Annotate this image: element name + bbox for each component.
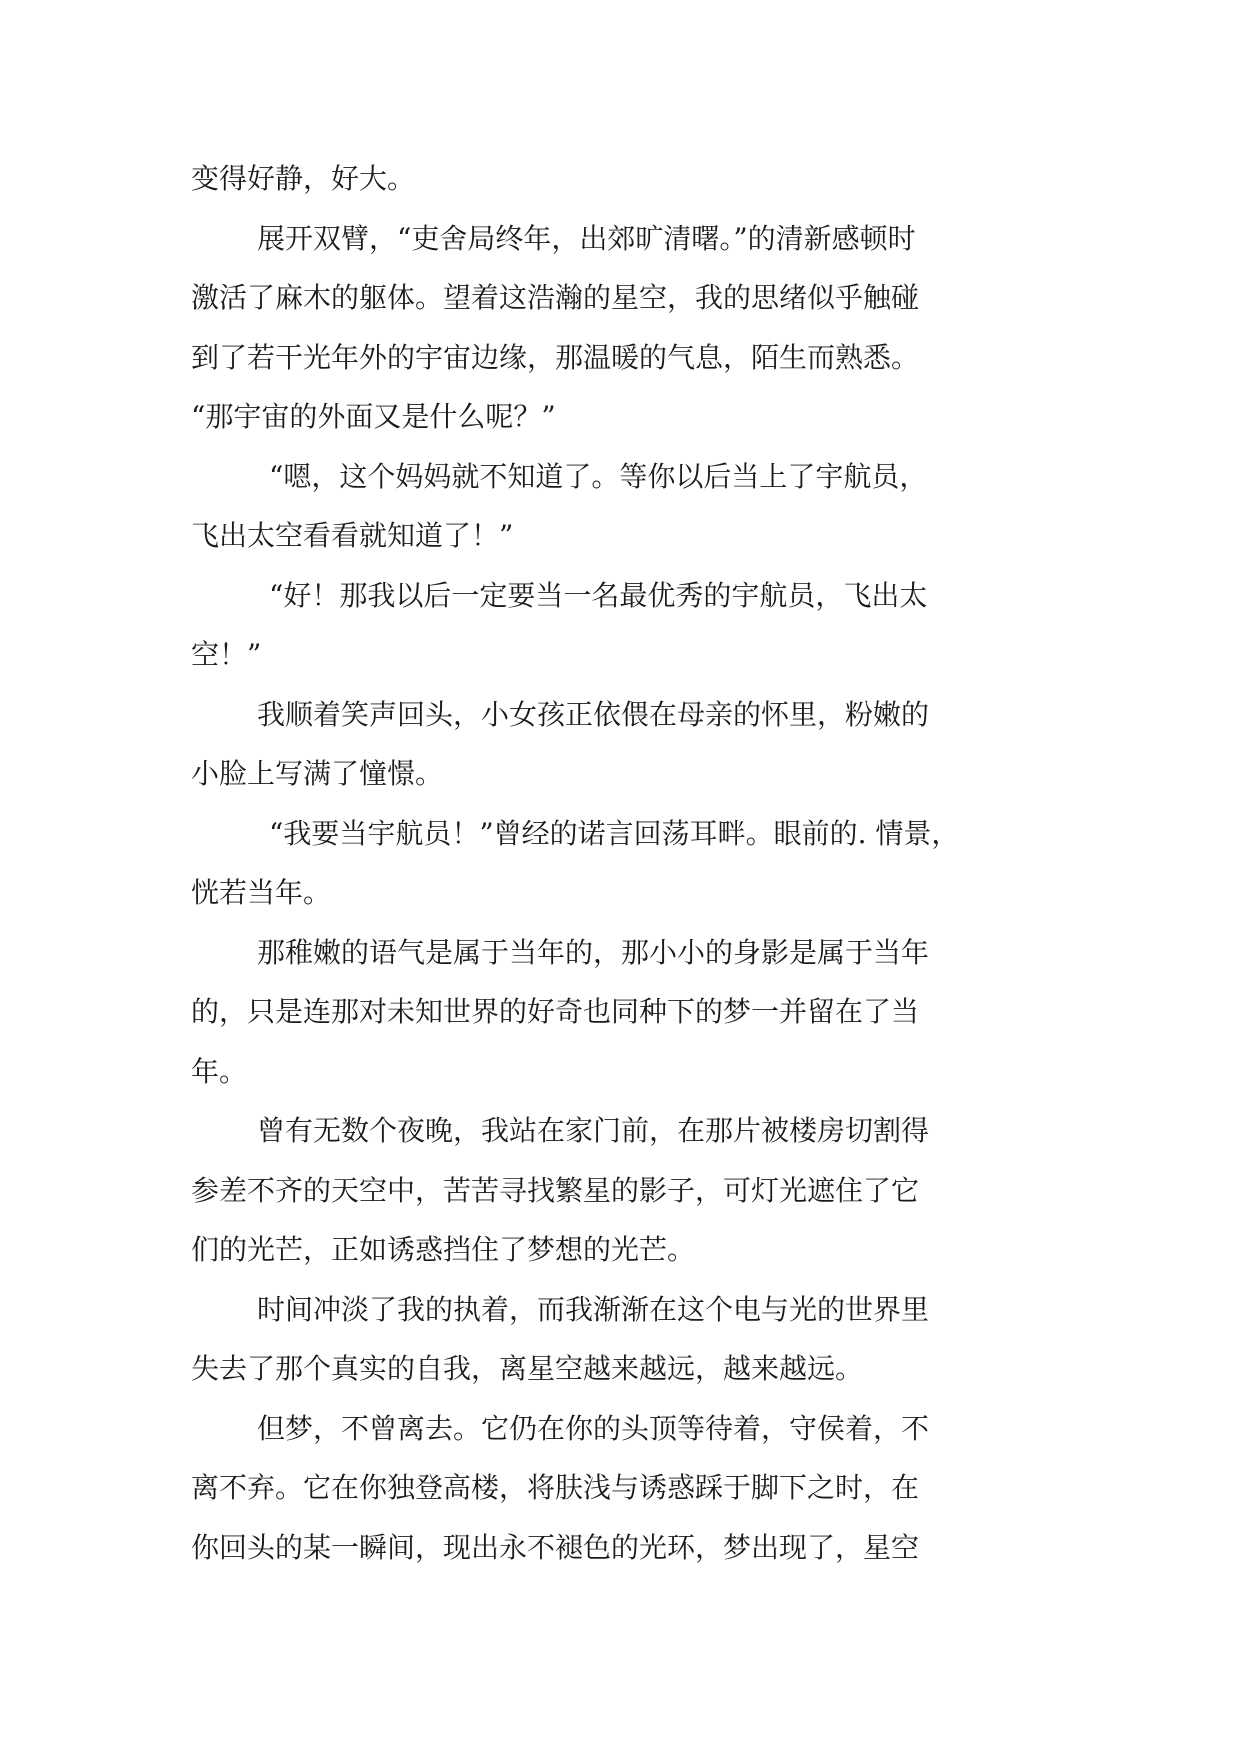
text-line: 你回头的某一瞬间，现出永不褪色的光环，梦出现了，星空 (191, 1530, 920, 1564)
text-line: 参差不齐的天空中，苦苦寻找繁星的影子，可灯光遮住了它 (191, 1173, 920, 1207)
text-line: “好！那我以后一定要当一名最优秀的宇航员，飞出太 (269, 578, 928, 612)
text-line: 失去了那个真实的自我，离星空越来越远，越来越远。 (191, 1352, 864, 1385)
text-line: “那宇宙的外面又是什么呢？” (191, 400, 556, 433)
text-line: 变得好静，好大。 (191, 162, 416, 195)
text-line: 年。 (191, 1054, 248, 1088)
text-line: 曾有无数个夜晚，我站在家门前，在那片被楼房切割得 (257, 1114, 930, 1147)
text-line: 那稚嫩的语气是属于当年的，那小小的身影是属于当年 (257, 935, 930, 969)
text-line: “我要当宇航员！”曾经的诺言回荡耳畔。眼前的. 情景， (269, 816, 960, 850)
text-line: 离不弃。它在你独登高楼，将肤浅与诱惑踩于脚下之时，在 (191, 1471, 920, 1504)
text-line: 但梦，不曾离去。它仍在你的头顶等待着，守侯着，不 (257, 1411, 930, 1445)
text-line: 到了若干光年外的宇宙边缘，那温暖的气息，陌生而熟悉。 (191, 340, 920, 374)
text-line: “嗯，这个妈妈就不知道了。等你以后当上了宇航员， (269, 459, 928, 493)
essay-text (191, 160, 1049, 1588)
text-line: 们的光芒，正如诱惑挡住了梦想的光芒。 (191, 1233, 696, 1266)
text-line: 飞出太空看看就知道了！” (191, 519, 514, 552)
text-line: 小脸上写满了憧憬。 (191, 757, 444, 790)
text-line: 空！” (191, 638, 262, 671)
text-line: 激活了麻木的躯体。望着这浩瀚的星空，我的思绪似乎触碰 (191, 281, 920, 314)
text-line: 的，只是连那对未知世界的好奇也同种下的梦一并留在了当 (191, 995, 920, 1028)
text-line: 恍若当年。 (191, 876, 332, 909)
text-line: 我顺着笑声回头，小女孩正依偎在母亲的怀里，粉嫩的 (257, 697, 930, 731)
text-line: 展开双臂，“吏舍局终年，出郊旷清曙。”的清新感顿时 (257, 221, 916, 255)
text-line: 时间冲淡了我的执着，而我渐渐在这个电与光的世界里 (257, 1292, 930, 1326)
